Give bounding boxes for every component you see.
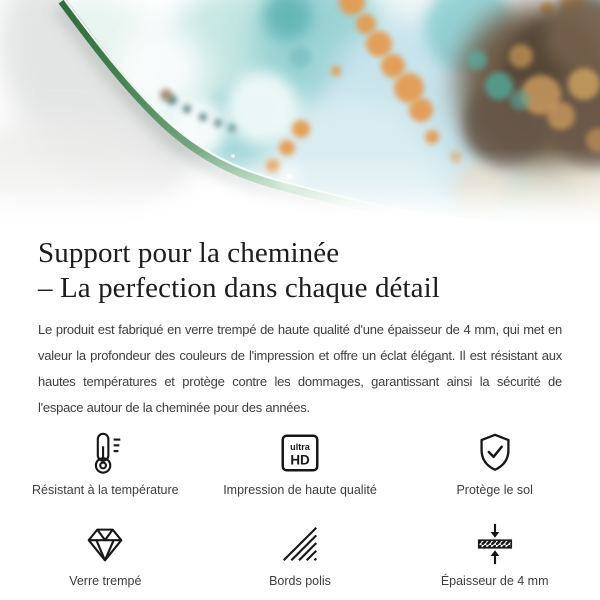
glass-panel-illustration <box>0 0 600 230</box>
svg-text:ultra: ultra <box>290 442 310 453</box>
feature-print-quality <box>203 430 398 497</box>
diamond-icon <box>82 521 128 567</box>
feature-label: Épaisseur de 4 mm <box>440 574 549 588</box>
feature-polished-edges <box>203 521 398 588</box>
svg-text:HD: HD <box>290 452 310 468</box>
title-line-2: – La perfection dans chaque détail <box>38 272 440 304</box>
shield-check-icon <box>472 430 518 476</box>
feature-tempered-glass <box>8 521 203 588</box>
thermometer-icon <box>82 430 128 476</box>
feature-floor-protection <box>397 430 592 497</box>
feature-label: Impression de haute qualité <box>223 483 377 497</box>
product-image <box>0 0 600 230</box>
feature-label: Protège le sol <box>456 483 533 497</box>
product-details <box>0 236 600 421</box>
page-title <box>38 236 562 306</box>
feature-thickness <box>397 521 592 588</box>
feature-grid <box>0 430 600 588</box>
feature-temperature <box>8 430 203 497</box>
ultra-hd-icon <box>277 430 323 476</box>
product-description: Le produit est fabriqué en verre trempé de haute qualité d'une épaisseur de 4 mm, qui met en valeur la profondeur des couleurs de l'impression et offre un éclat élégant. Il est résistant aux hautes températures et protège contre les dommages, garantissant ainsi la sécurité de l'espace autour de la cheminée pour des années. <box>38 322 562 415</box>
title-line-1: Support pour la cheminée <box>38 237 340 269</box>
feature-label: Verre trempé <box>69 574 142 588</box>
feature-label: Résistant à la température <box>32 483 179 497</box>
polished-edges-icon <box>277 521 323 567</box>
thickness-4mm-icon <box>472 521 518 567</box>
feature-label: Bords polis <box>269 574 331 588</box>
